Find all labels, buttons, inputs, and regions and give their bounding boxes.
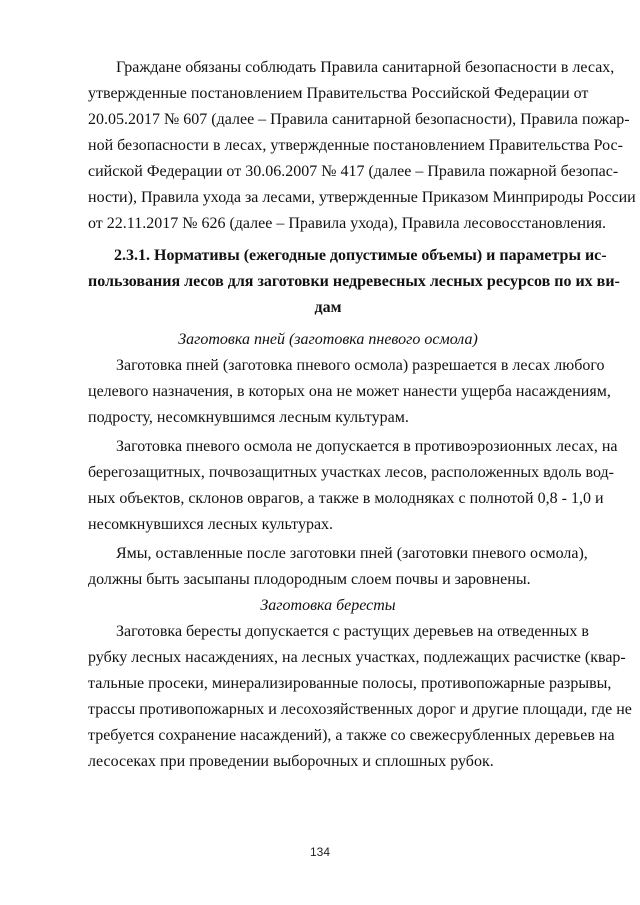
text-line: от 22.11.2017 № 626 (далее – Правила ухода), Правила лесовосстановления. [88,215,606,232]
text-line: требуется сохранение насаждений), а также со свежесрубленных деревьев на [88,727,615,744]
heading-line: пользования лесов для заготовки недревесных лесных ресурсов по их ви- [88,273,620,290]
text-line: ных объектов, склонов оврагов, а также в молодняках с полнотой 0,8 - 1,0 и [88,490,604,507]
text-line: утвержденные постановлением Правительства Российской Федерации от [88,85,589,102]
text-line: подросту, несомкнувшимся лесным культурам. [88,409,409,426]
text-line: сийской Федерации от 30.06.2007 № 417 (далее – Правила пожарной безопас- [88,163,619,180]
text-line: рубку лесных насаждениях, на лесных участках, подлежащих расчистке (квар- [88,649,626,666]
text-line: целевого назначения, в которых она не может нанести ущерба насаждениям, [88,383,611,400]
section-heading [88,243,620,321]
text-line: 20.05.2017 № 607 (далее – Правила санитарной безопасности), Правила пожар- [88,111,630,128]
heading-line: дам [314,299,342,316]
text-line: лесосеках при проведении выборочных и сплошных рубок. [88,753,494,770]
paragraph-stumps-pits [88,541,588,593]
text-line: берегозащитных, почвозащитных участках лесов, расположенных вдоль вод- [88,464,614,481]
subsection-title-birchbark: Заготовка бересты [260,597,396,614]
page-number: 134 [309,845,331,859]
heading-line: 2.3.1. Нормативы (ежегодные допустимые объемы) и параметры ис- [114,247,607,264]
text-line: должны быть засыпаны плодородным слоем почвы и заровнены. [88,571,531,588]
text-line: Граждане обязаны соблюдать Правила санитарной безопасности в лесах, [116,59,615,76]
document-page [88,55,636,775]
text-line: ности), Правила ухода за лесами, утвержденные Приказом Минприроды России [88,189,636,206]
paragraph-stumps-restrictions [88,434,618,538]
text-line: несомкнувшихся лесных культурах. [88,516,334,533]
text-line: трассы противопожарных и лесохозяйственных дорог и другие площади, где не [88,701,632,718]
text-line: тальные просеки, минерализированные полосы, противопожарные разрывы, [88,675,612,692]
paragraph-stumps-allowed [88,353,611,431]
text-line: Заготовка бересты допускается с растущих деревьев на отведенных в [116,623,589,640]
subsection-title-stumps: Заготовка пней (заготовка пневого осмола) [178,331,478,348]
text-line: Заготовка пневого осмола не допускается в противоэрозионных лесах, на [116,438,618,455]
text-line: Ямы, оставленные после заготовки пней (заготовки пневого осмола), [116,545,588,562]
paragraph-birchbark [88,619,632,775]
text-line: ной безопасности в лесах, утвержденные постановлением Правительства Рос- [88,137,623,154]
paragraph-sanitary-rules [88,55,636,237]
text-line: Заготовка пней (заготовка пневого осмола) разрешается в лесах любого [116,357,605,374]
